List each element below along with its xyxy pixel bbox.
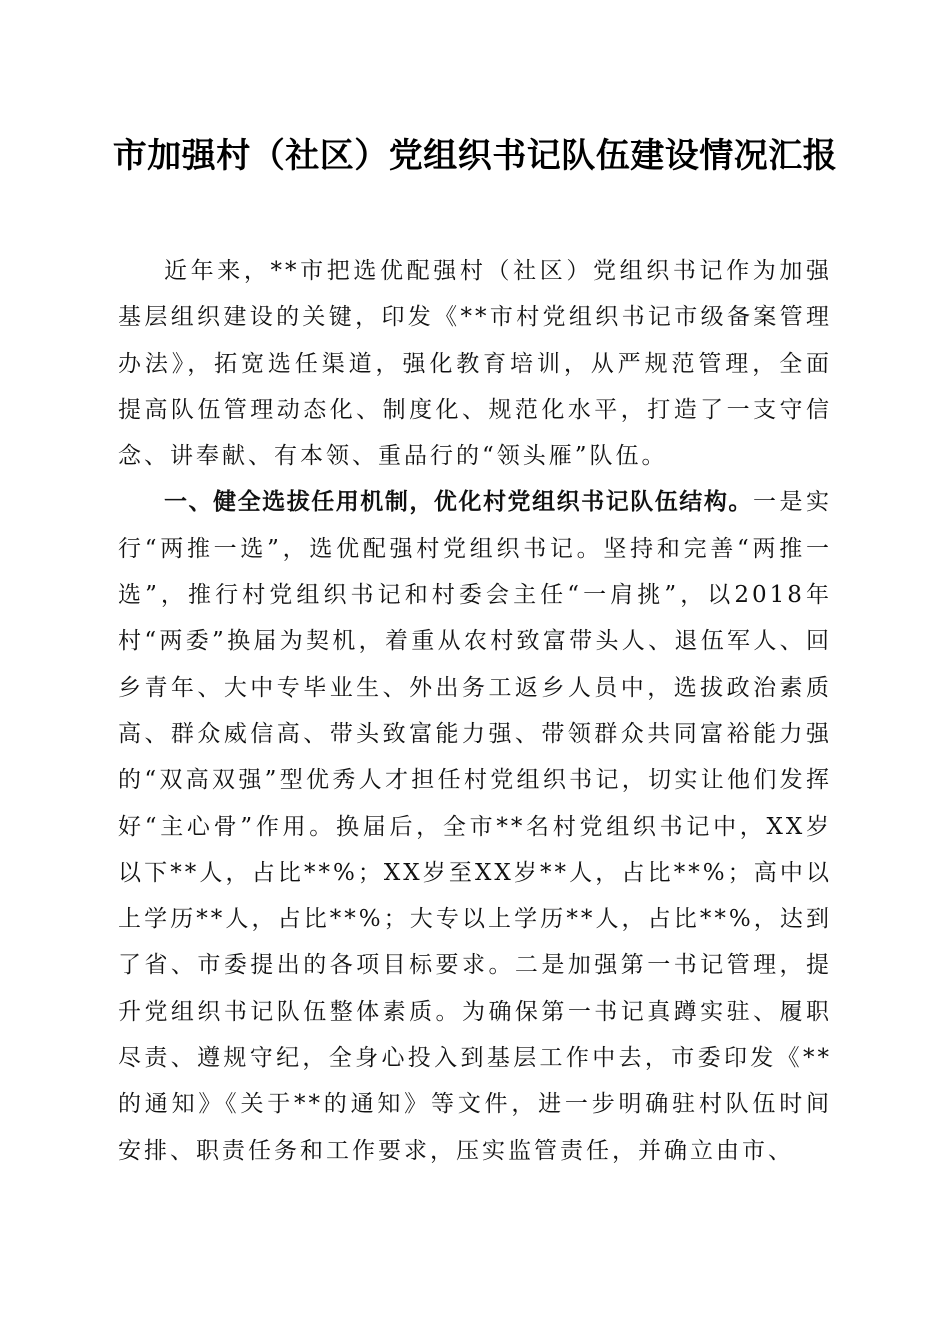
document-body <box>118 248 832 1174</box>
intro-paragraph: 近年来，**市把选优配强村（社区）党组织书记作为加强基层组织建设的关键，印发《**市村党组织书记市级备案管理办法》，拓宽选任渠道，强化教育培训，从严规范管理，全面提高队伍管理动态化、制度化、规范化水平，打造了一支守信念、讲奉献、有本领、重品行的“领头雁”队伍。 <box>118 258 832 470</box>
document-title: 市加强村（社区）党组织书记队伍建设情况汇报 <box>112 136 838 176</box>
section-one-paragraph <box>118 479 832 1173</box>
section-one-body: 一是实行“两推一选”，选优配强村党组织书记。坚持和完善“两推一选”，推行村党组织书记和村委会主任“一肩挑”，以2018年村“两委”换届为契机，着重从农村致富带头人、退伍军人、回乡青年、大中专毕业生、外出务工返乡人员中，选拔政治素质高、群众威信高、带头致富能力强、带领群众共同富裕能力强的“双高双强”型优秀人才担任村党组织书记，切实让他们发挥好“主心骨”作用。换届后，全市**名村党组织书记中，XX岁以下**人，占比**%；XX岁至XX岁**人，占比**%；高中以上学历**人，占比**%；大专以上学历**人，占比**%，达到了省、市委提出的各项目标要求。二是加强第一书记管理，提升党组织书记队伍整体素质。为确保第一书记真蹲实驻、履职尽责、遵规守纪，全身心投入到基层工作中去，市委印发《**的通知》《关于**的通知》等文件，进一步明确驻村队伍时间安排、职责任务和工作要求，压实监管责任，并确立由市、 <box>118 489 833 1164</box>
section-one-heading: 一、健全选拔任用机制，优化村党组织书记队伍结构。 <box>164 489 753 516</box>
